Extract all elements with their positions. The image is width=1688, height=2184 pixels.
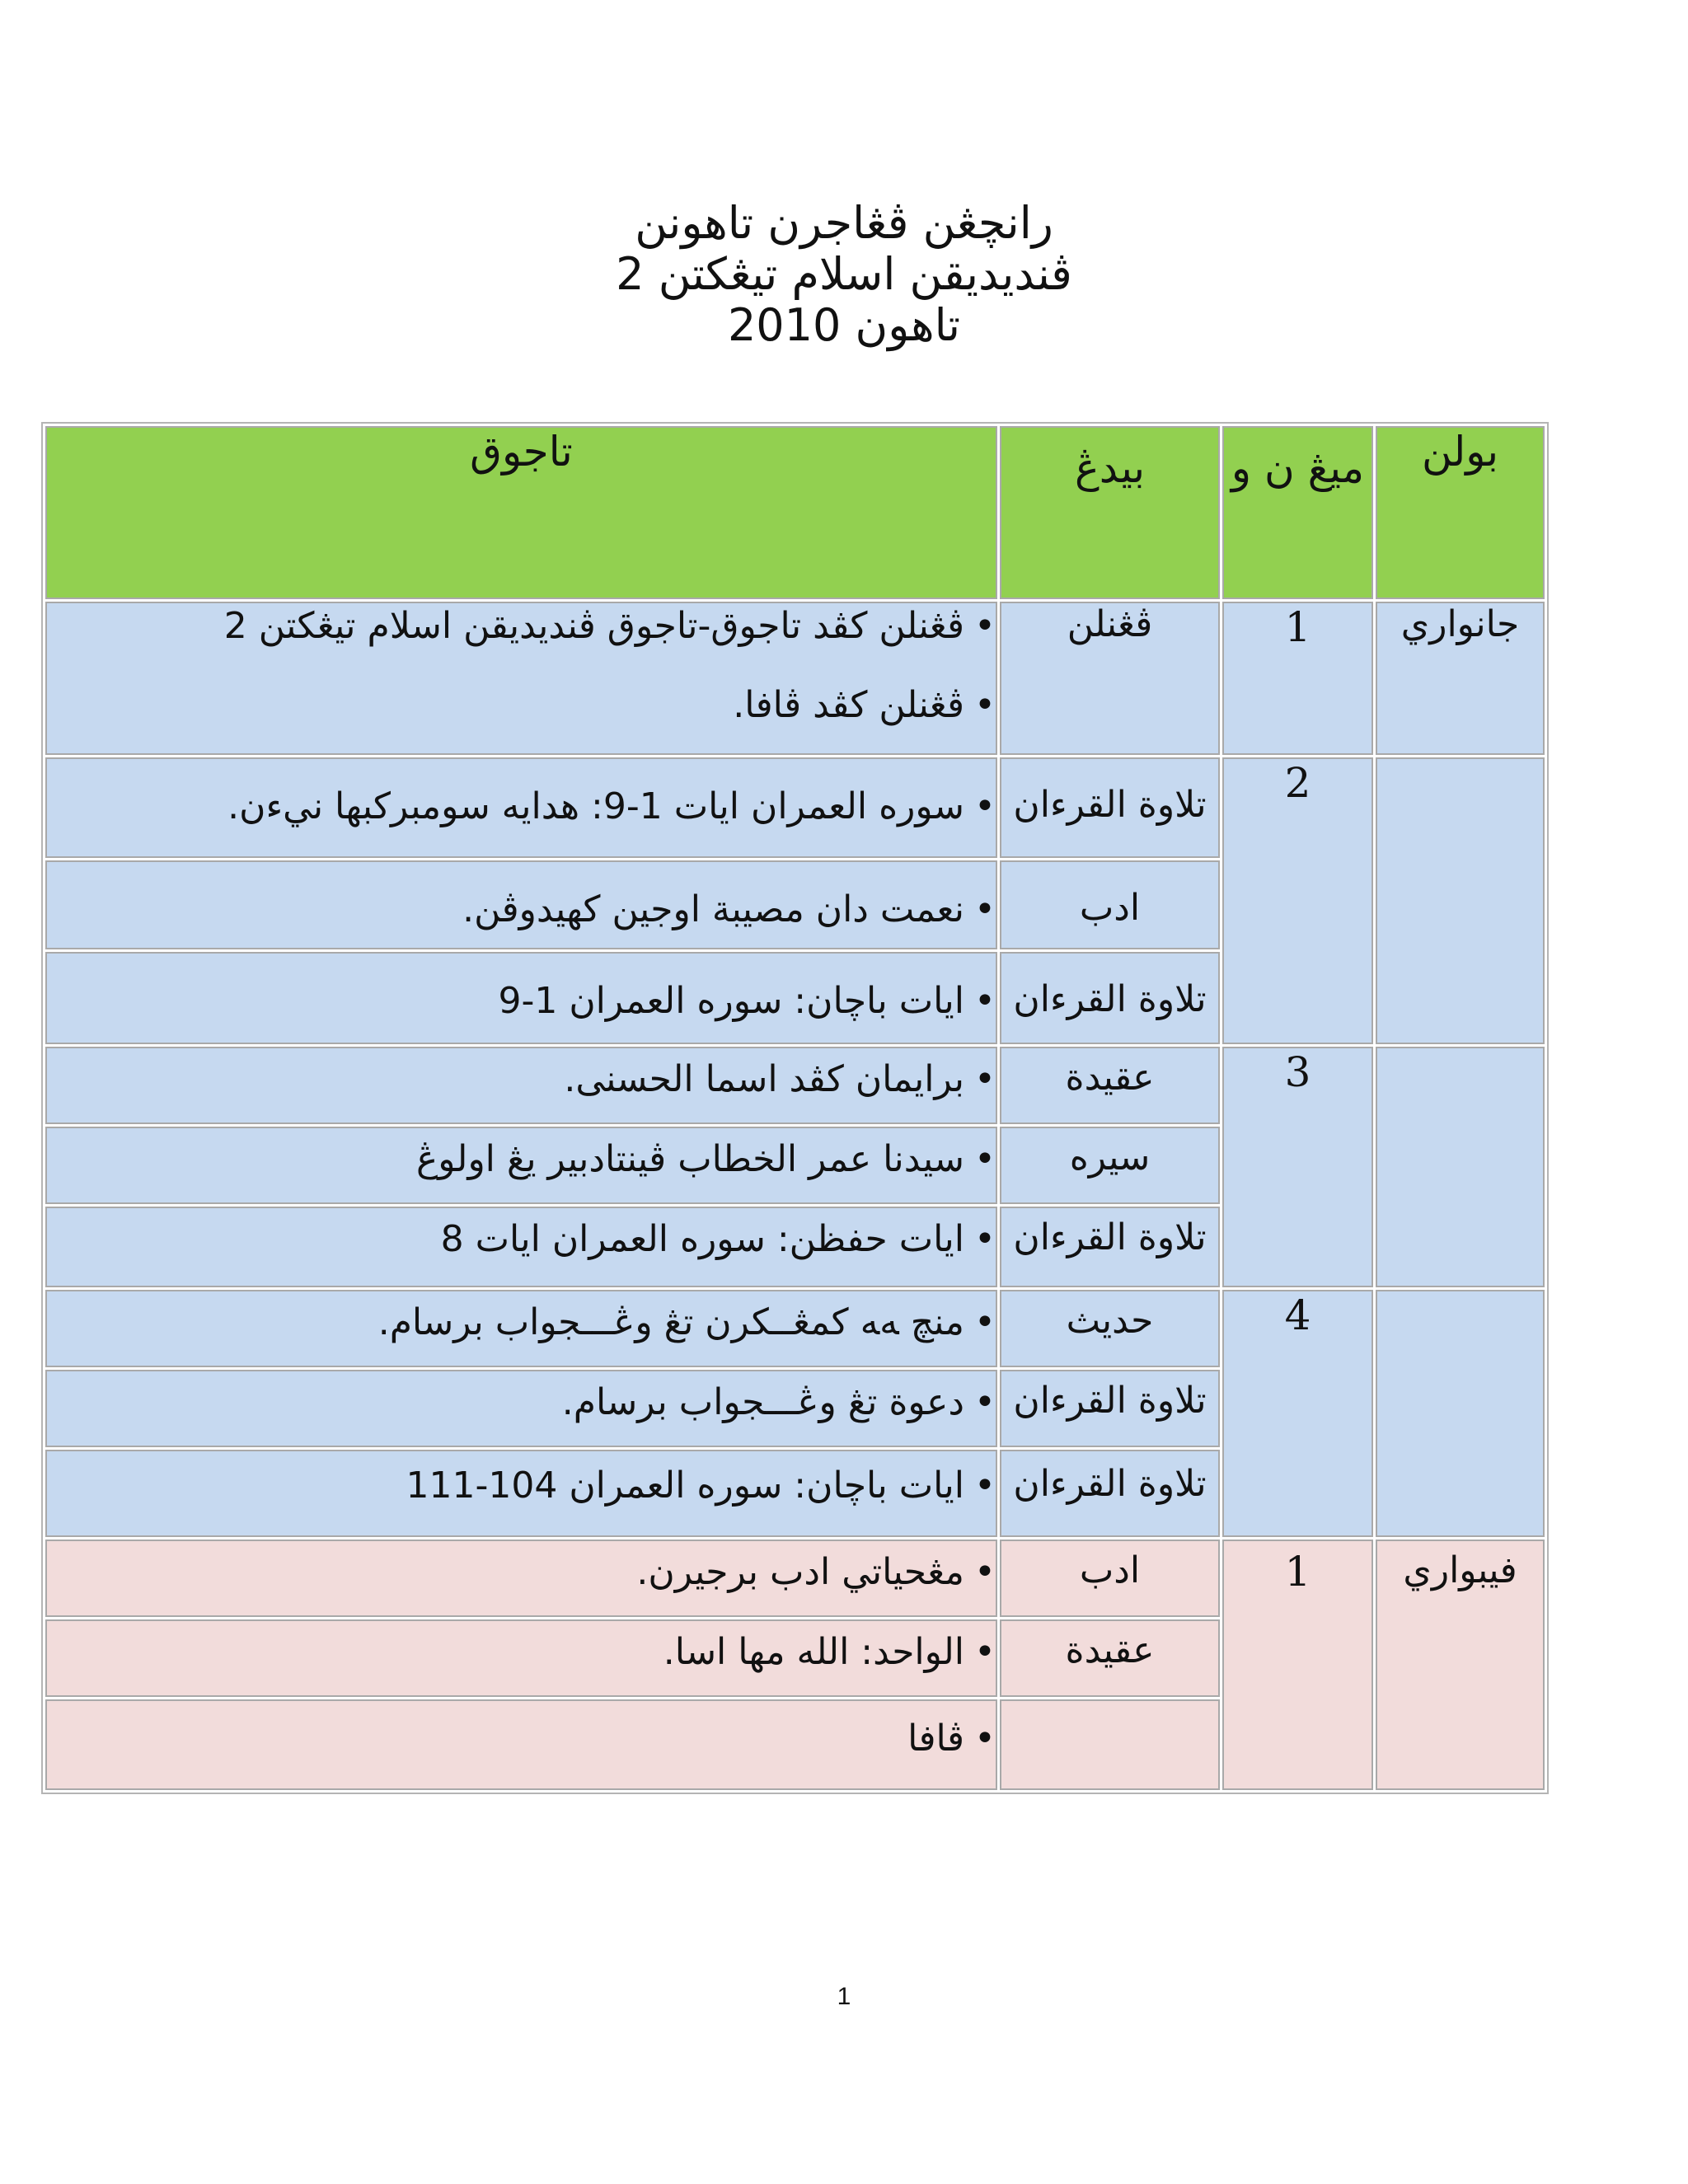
list-item: • الواحد: الله مها اسا. [47, 1629, 996, 1675]
month-cell [1376, 1047, 1545, 1287]
table-header-row [45, 426, 1545, 599]
list-item: • ڤڠنلن كڤد تاجوق-تاجوق ڤنديديقن اسلام تيڠكتن 2 [47, 603, 996, 649]
title-line-3: تاهون 2010 [727, 299, 961, 351]
topic-cell [45, 1207, 997, 1287]
topic-cell [45, 1699, 997, 1790]
week-cell: 1 [1222, 602, 1373, 755]
header-topic: تاجوق [45, 426, 997, 599]
list-item: • سيدنا عمر الخطاب ڤينتادبير يڠ اولوڠ [47, 1137, 996, 1183]
subject-cell: تلاوة القرءان [1000, 757, 1220, 858]
list-item: • ڤافا [47, 1716, 996, 1762]
subject-cell: تلاوة القرءان [1000, 1207, 1220, 1287]
list-item: • برايمان كڤد اسما الحسنى. [47, 1057, 996, 1103]
topic-cell [45, 1047, 997, 1124]
topic-cell [45, 1450, 997, 1537]
title-line-1: رانچڠن ڤڠاجرن تاهونن [635, 197, 1053, 249]
month-cell: جانواري [1376, 602, 1545, 755]
month-cell [1376, 1290, 1545, 1537]
document-title [0, 198, 1688, 351]
yearly-plan-table [41, 422, 1549, 1794]
topic-cell [45, 1619, 997, 1697]
topic-cell [45, 757, 997, 858]
subject-cell: عقيدة [1000, 1047, 1220, 1124]
subject-cell: سيره [1000, 1127, 1220, 1204]
list-item: • ڤڠنلن كڤد ڤافا. [47, 682, 996, 729]
topic-cell [45, 1290, 997, 1367]
subject-cell: حديث [1000, 1290, 1220, 1367]
list-item: • سوره العمران ايات 1-9: هدايه سومبركبها ني‌ءن. [47, 784, 996, 830]
topic-cell [45, 1370, 997, 1447]
week-cell: 4 [1222, 1290, 1373, 1537]
month-cell [1376, 757, 1545, 1044]
list-item: • ايات باچان: سوره العمران 1-9 [47, 978, 996, 1024]
week-cell: 3 [1222, 1047, 1373, 1287]
table-row [45, 602, 1545, 755]
list-item: • منچ ﻪﻪ كمڠــكرن تڠ وڠـــجواب برسام. [47, 1300, 996, 1346]
table-row [45, 757, 1545, 858]
subject-cell: تلاوة القرءان [1000, 952, 1220, 1044]
topic-cell [45, 602, 997, 755]
subject-cell: ڤڠنلن [1000, 602, 1220, 755]
list-item: • مڠحياتي ادب برجيرن. [47, 1549, 996, 1596]
header-week: ميڠ ن و [1222, 426, 1373, 599]
header-month: بولن [1376, 426, 1545, 599]
page-number: 1 [837, 1983, 851, 2010]
list-item: • دعوة تڠ وڠـــجواب برسام. [47, 1380, 996, 1426]
subject-cell: تلاوة القرءان [1000, 1450, 1220, 1537]
topic-cell [45, 1127, 997, 1204]
topic-cell [45, 952, 997, 1044]
list-item: • ايات باچان: سوره العمران 104-111 [47, 1463, 996, 1509]
subject-cell [1000, 1699, 1220, 1790]
topic-cell [45, 1540, 997, 1617]
subject-cell: تلاوة القرءان [1000, 1370, 1220, 1447]
table-row [45, 1540, 1545, 1617]
subject-cell: ادب [1000, 860, 1220, 949]
header-field: بيدڠ [1000, 426, 1220, 599]
table-row [45, 1290, 1545, 1367]
subject-cell: عقيدة [1000, 1619, 1220, 1697]
list-item: • نعمت دان مصيبة اوجين كهيدوڤن. [47, 887, 996, 933]
week-cell: 1 [1222, 1540, 1373, 1790]
week-cell: 2 [1222, 757, 1373, 1044]
topic-cell [45, 860, 997, 949]
table-row [45, 1047, 1545, 1124]
subject-cell: ادب [1000, 1540, 1220, 1617]
month-cell: فيبواري [1376, 1540, 1545, 1790]
list-item: • ايات حفظن: سوره العمران ايات 8 [47, 1216, 996, 1263]
title-line-2: ڤنديديقن اسلام تيڠكتن 2 [616, 248, 1072, 300]
